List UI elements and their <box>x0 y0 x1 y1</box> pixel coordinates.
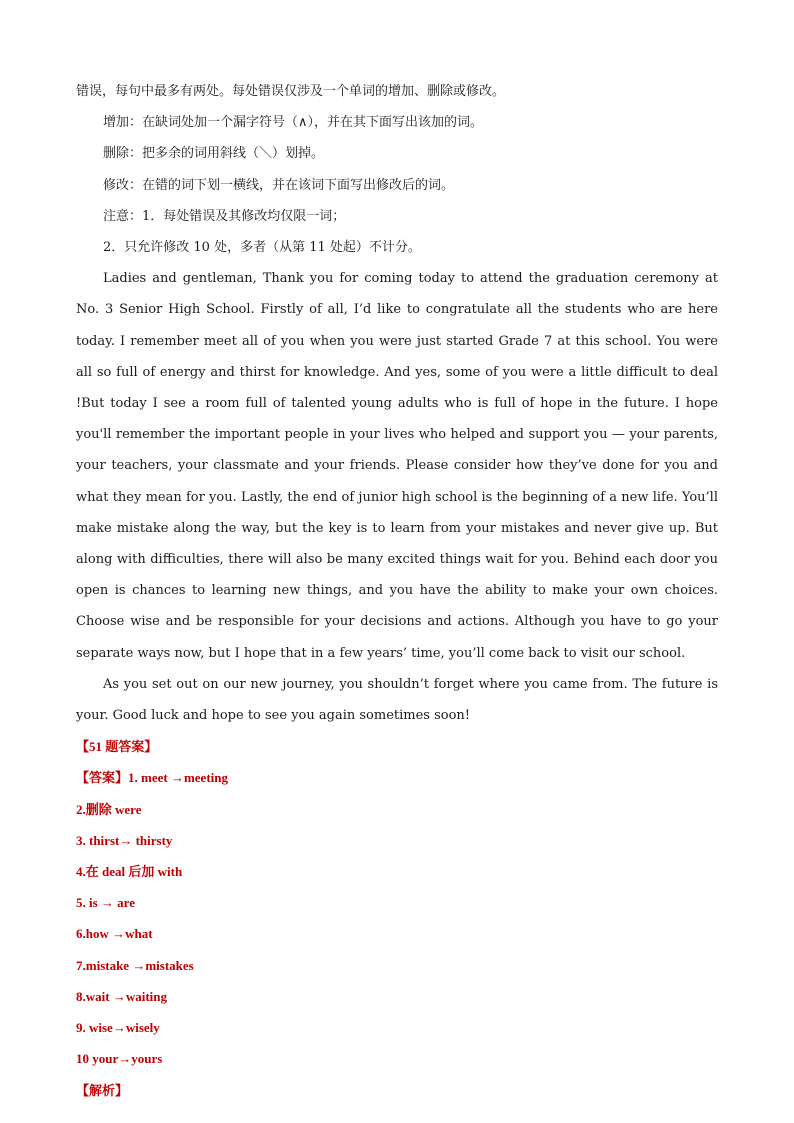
passage-paragraph-1: Ladies and gentleman, Thank you for coming today to attend the graduation ceremony at No. 3 Senior High School. Firstly of all, I’d like to congratulate all the students who are here today. I remember meet all of you when you were just started Grade 7 at this school. You were all so full of energy and thirst for knowledge. And yes, some of you were a little difficult to deal !But today I see a room full of talented young adults who is full of hope in the future. I hope you'll remember the important people in your lives who helped and support you — your parents, your teachers, your classmate and your friends. Please consider how they’ve done for you and what they mean for you. Lastly, the end of junior high school is the beginning of a new life. You’ll make mistake along the way, but the key is to learn from your mistakes and never give up. But along with difficulties, there will also be many excited things wait for you. Behind each door you open is chances to learning new things, and you have the ability to make your own choices. Choose wise and be responsible for your decisions and actions. Although you have to go your separate ways now, but I hope that in a few years’ time, you’ll come back to visit our school. <box>76 271 718 661</box>
answer-item-4: 4.在 deal 后加 with <box>76 864 183 880</box>
answer-item-1: 【答案】1. meet →meeting <box>76 770 228 786</box>
answer-item-9: 9. wise→wisely <box>76 1020 160 1036</box>
answer-item-7: 7.mistake →mistakes <box>76 957 194 973</box>
passage-paragraph-2: As you set out on our new journey, you shouldn’t forget where you came from. The future is your. Good luck and hope to see you again sometimes soon! <box>76 676 718 724</box>
document-page <box>76 76 718 1106</box>
instruction-delete: 删除：把多余的词用斜线（＼）划掉。 <box>103 146 325 162</box>
instruction-intro: 错误，每句中最多有两处。每处错误仅涉及一个单词的增加、删除或修改。 <box>76 84 506 99</box>
answer-item-3: 3. thirst→ thirsty <box>76 832 173 848</box>
answer-item-2: 2.删除 were <box>76 801 142 817</box>
instruction-note-2: 2．只允许修改 10 处，多者（从第 11 处起）不计分。 <box>103 240 421 256</box>
answer-heading: 【51 题答案】 <box>76 739 158 755</box>
answer-item-8: 8.wait →waiting <box>76 988 167 1004</box>
instruction-modify: 修改：在错的词下划一横线，并在该词下面写出修改后的词。 <box>103 177 455 193</box>
answer-item-5: 5. is → are <box>76 895 135 911</box>
analysis-heading: 【解析】 <box>76 1082 129 1098</box>
instruction-add: 增加：在缺词处加一个漏字符号（∧），并在其下面写出该加的词。 <box>103 115 484 131</box>
answer-item-10: 10 your→yours <box>76 1051 163 1067</box>
answer-item-6: 6.how →what <box>76 926 153 942</box>
instruction-note-1: 注意：1．每处错误及其修改均仅限一词； <box>103 208 346 224</box>
